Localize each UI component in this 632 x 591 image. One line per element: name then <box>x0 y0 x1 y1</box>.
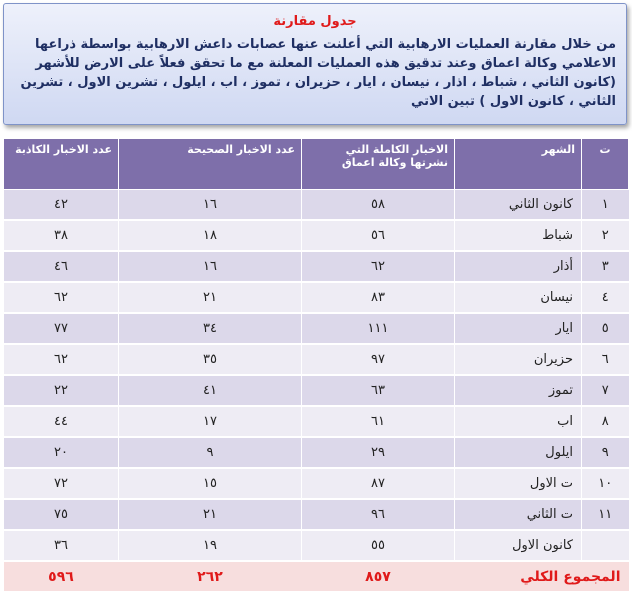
row-month: اب <box>455 406 582 437</box>
row-published: ٨٣ <box>302 282 455 313</box>
total-false: ٥٩٦ <box>4 561 119 591</box>
row-correct: ١٦ <box>119 190 302 221</box>
header-correct: عدد الاخبار الصحيحة <box>119 139 302 190</box>
row-published: ٨٧ <box>302 468 455 499</box>
row-month: تموز <box>455 375 582 406</box>
table-row <box>4 530 629 561</box>
row-false: ٦٢ <box>4 344 119 375</box>
header-published: الاخبار الكاملة التي نشرتها وكالة اعماق <box>302 139 455 190</box>
row-month: كانون الاول <box>455 530 582 561</box>
table-row <box>4 499 629 530</box>
row-index: ٧ <box>582 375 629 406</box>
table-header-row <box>4 139 629 190</box>
row-month: كانون الثاني <box>455 190 582 221</box>
row-published: ٥٨ <box>302 190 455 221</box>
row-index: ١١ <box>582 499 629 530</box>
row-correct: ١٨ <box>119 220 302 251</box>
row-false: ٣٦ <box>4 530 119 561</box>
table-row <box>4 190 629 221</box>
row-false: ٤٤ <box>4 406 119 437</box>
table-row <box>4 313 629 344</box>
row-correct: ١٦ <box>119 251 302 282</box>
row-correct: ٩ <box>119 437 302 468</box>
row-correct: ١٧ <box>119 406 302 437</box>
row-index <box>582 530 629 561</box>
header-month: الشهر <box>455 139 582 190</box>
row-index: ٨ <box>582 406 629 437</box>
row-month: أذار <box>455 251 582 282</box>
row-correct: ٢١ <box>119 282 302 313</box>
row-correct: ٢١ <box>119 499 302 530</box>
table-row <box>4 375 629 406</box>
row-published: ٦٢ <box>302 251 455 282</box>
total-correct: ٢٦٢ <box>119 561 302 591</box>
row-published: ١١١ <box>302 313 455 344</box>
row-false: ٧٢ <box>4 468 119 499</box>
row-published: ٩٧ <box>302 344 455 375</box>
row-published: ٦٣ <box>302 375 455 406</box>
row-published: ٢٩ <box>302 437 455 468</box>
header-index: ت <box>582 139 629 190</box>
row-false: ٣٨ <box>4 220 119 251</box>
row-index: ٣ <box>582 251 629 282</box>
table-row <box>4 437 629 468</box>
intro-paragraph: من خلال مقارنة العمليات الارهابية التي أعلنت عنها عصابات داعش الارهابية بواسطة ذراعها الاعلامي وكالة اعماق وعند تدقيق هذه العمليات المعلنة مع ما تحقق فعلاً على الارض للأشهر (كانون الثاني ، شباط ، اذار ، نيسان ، ايار ، حزيران ، تموز ، اب ، ايلول ، تشرين الاول ، تشرين الثاني ، كانون الاول ) تبين الاتي <box>20 37 616 109</box>
row-month: ايار <box>455 313 582 344</box>
row-month: حزيران <box>455 344 582 375</box>
row-false: ٦٢ <box>4 282 119 313</box>
table-row <box>4 220 629 251</box>
table-row <box>4 282 629 313</box>
row-index: ٤ <box>582 282 629 313</box>
row-index: ٢ <box>582 220 629 251</box>
row-published: ٦١ <box>302 406 455 437</box>
comparison-header-box <box>3 3 627 125</box>
row-false: ٧٥ <box>4 499 119 530</box>
row-false: ٢٠ <box>4 437 119 468</box>
total-published: ٨٥٧ <box>302 561 455 591</box>
row-published: ٥٥ <box>302 530 455 561</box>
header-false: عدد الاخبار الكاذبة <box>4 139 119 190</box>
total-label: المجموع الكلي <box>455 561 629 591</box>
table-row <box>4 344 629 375</box>
row-correct: ٣٤ <box>119 313 302 344</box>
row-correct: ٣٥ <box>119 344 302 375</box>
row-month: شباط <box>455 220 582 251</box>
row-index: ٥ <box>582 313 629 344</box>
page-title: جدول مقارنة <box>273 14 357 29</box>
row-published: ٥٦ <box>302 220 455 251</box>
row-false: ٢٢ <box>4 375 119 406</box>
row-false: ٧٧ <box>4 313 119 344</box>
total-row <box>4 561 629 591</box>
row-correct: ٤١ <box>119 375 302 406</box>
row-index: ٦ <box>582 344 629 375</box>
row-month: نيسان <box>455 282 582 313</box>
row-published: ٩٦ <box>302 499 455 530</box>
row-month: ايلول <box>455 437 582 468</box>
comparison-table <box>3 138 629 591</box>
table-row <box>4 468 629 499</box>
row-correct: ١٥ <box>119 468 302 499</box>
row-false: ٤٦ <box>4 251 119 282</box>
row-month: ت الاول <box>455 468 582 499</box>
row-correct: ١٩ <box>119 530 302 561</box>
row-index: ١ <box>582 190 629 221</box>
row-index: ١٠ <box>582 468 629 499</box>
row-false: ٤٢ <box>4 190 119 221</box>
table-row <box>4 406 629 437</box>
table-row <box>4 251 629 282</box>
row-month: ت الثاني <box>455 499 582 530</box>
row-index: ٩ <box>582 437 629 468</box>
